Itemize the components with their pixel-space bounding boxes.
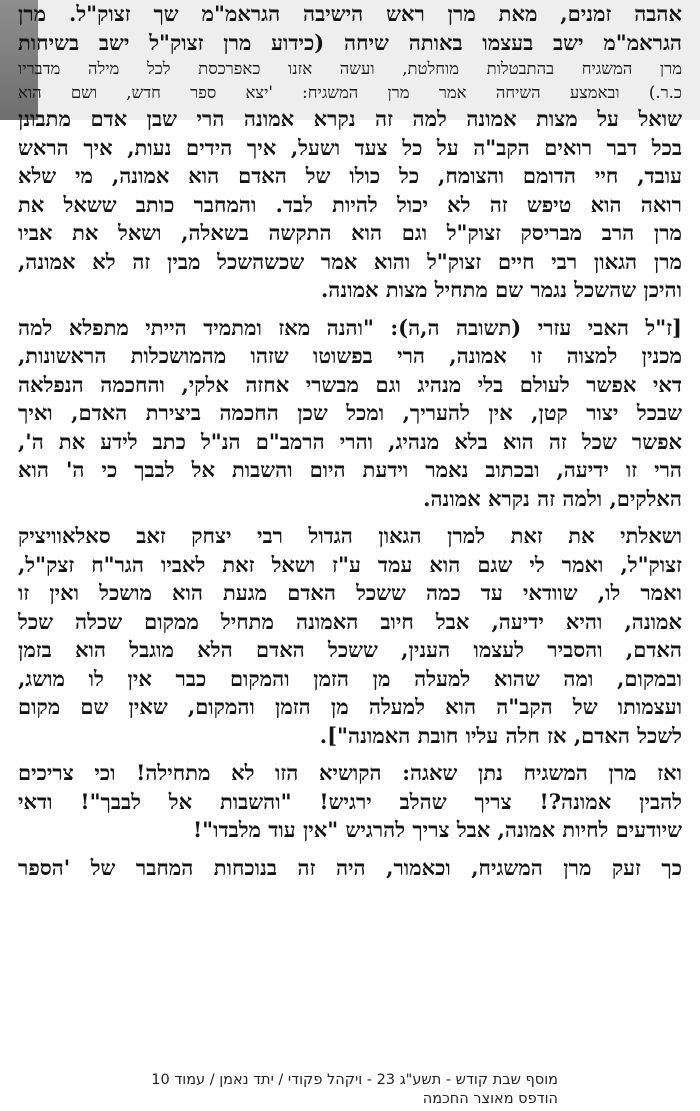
text-line: אהבה זמנים, מאת מרן ראש הישיבה הגראמ"מ שך זצוק"ל. מרן [18,1,682,26]
text-line: רואה הוא טיפש זה לא יכול להיות לבד. והמחבר כותב ששאל את [18,191,682,217]
text-line: מרן הגאון רבי חיים זצוק"ל והוא אמר שכשהשכל מבין זה לא אמונה, [18,248,682,274]
text-line: שיודעים לחיות אמונה, אבל צריך להרגיש "אין עוד מלבדו"! [192,817,682,842]
text-line: אמונה, והיא ידיעה, אבל חיוב האמונה מתחיל ממקום שכלה שכל [18,608,682,634]
paragraph-gap [18,305,682,314]
text-line: ושאלתי את זאת למרן הגאון הגדול רבי יצחק זאב סאלאוויציק [18,523,682,548]
text-line: לשכל האדם, אז חלה עליו חובת האמונה"]. [319,722,682,748]
text-line: מכנין למצוה זו אמונה, הרי בפשוטו שזהו מהמושכלות הראשונות, [18,343,682,368]
text-line: האלקים, ולמה זה נקרא אמונה. [423,485,682,511]
footer-publication-line: מוסף שבת קודש - תשע"ג 23 - ויקהל פקודי / יתד נאמן / עמוד 10 [151,1072,558,1088]
text-line: [ז"ל האבי עזרי (תשובה ה,ה): "והנה מאז ומתמיד הייתי מתפלא למה [18,314,682,340]
text-line: הרי זו ידיעה, ובכתוב נאמר וידעת היום והשבות אל לבבך כי ה' הוא [18,457,682,482]
text-line: עובד, חיי הדומם והצומח, כל כולו של האדם הוא אמונה, מי שלא [18,163,682,188]
text-line: האדם, והסביר לעצמו הענין, ששכל האדם הלא מוגבל הוא בזמן [18,637,682,662]
text-line: בכל דבר רואים הקב"ה על כל צעד ושעל, איך הידים נעות, איך הראש [18,134,682,160]
text-line: שואל על מצות אמונה למה זה נקרא אמונה הרי שבן אדם מתבונן [18,106,682,131]
text-line: ובמקום, ומה שהוא למעלה מן הזמן והמקום כבר אין לו מושג, [18,665,682,691]
text-line: ועצמותו של הקב"ה הוא למעלה מן הזמן והמקום, שאין שם מקום [18,694,682,719]
text-line: מרן המשגיח בהתבטלות מוחלטת, ועשה אזנו כאפרכסת לכל מילה מדבריו [18,59,682,78]
text-line: זצוק"ל, ואמר לי שגם הוא עמד ע"ז ושאל זאת לאביו הגר"ח זצק"ל, [18,551,682,577]
text-line: ואז מרן המשגיח נתן שאגה: הקושיא הזו לא מתחילה! וכי צריכים [18,760,682,785]
text-line: דאי אפשר לעולם בלי מנהיג וגם מבשרי אחזה אלקי, והחכמה הנפלאה [18,371,682,397]
page-footer [138,1071,558,1109]
text-line: כ.ר.) ובאמצע השיחה אמר מרן המשגיח: 'יצא ספר חדש, ושם הוא [18,83,682,102]
paragraph-gap [18,845,682,854]
text-line: והיכן שהשכל נגמר שם מתחיל מצות אמונה. [320,277,682,302]
text-line: להבין אמונה?! צריך שהלב ירגיש! "והשבות אל לבבך"! ודאי [18,788,682,814]
paragraph-gap [18,513,682,522]
paragraph-gap [18,750,682,759]
text-line: כך זעק מרן המשגיח, וכאמור, היה זה בנוכחות המחבר של 'הספר [18,854,682,880]
text-line: ואמר לו, שוודאי עד כמה ששכל האדם מגעת הוא מושכל ואין זו [18,580,682,605]
footer-printed-from-line: הודפס מאוצר החכמה [422,1091,558,1107]
text-line: הגראמ"מ ישב בעצמו באותה שיחה (כידוע מרן זצוק"ל ישב בשיחות [18,29,682,55]
article-body [18,0,682,882]
text-line: אפשר שכל זה הוא בלא מנהיג, והרי הרמב"ם הנ"ל כתב לידע את ה', [18,428,682,454]
text-line: מרן הרב מבריסק זצוק"ל וגם הוא התקשה בשאלה, ושאל את אביו [18,220,682,245]
text-line: שבכל יצור קטן, אין להעריך, ומכל שכן החכמה ביצירת האדם, ואיך [18,400,682,425]
